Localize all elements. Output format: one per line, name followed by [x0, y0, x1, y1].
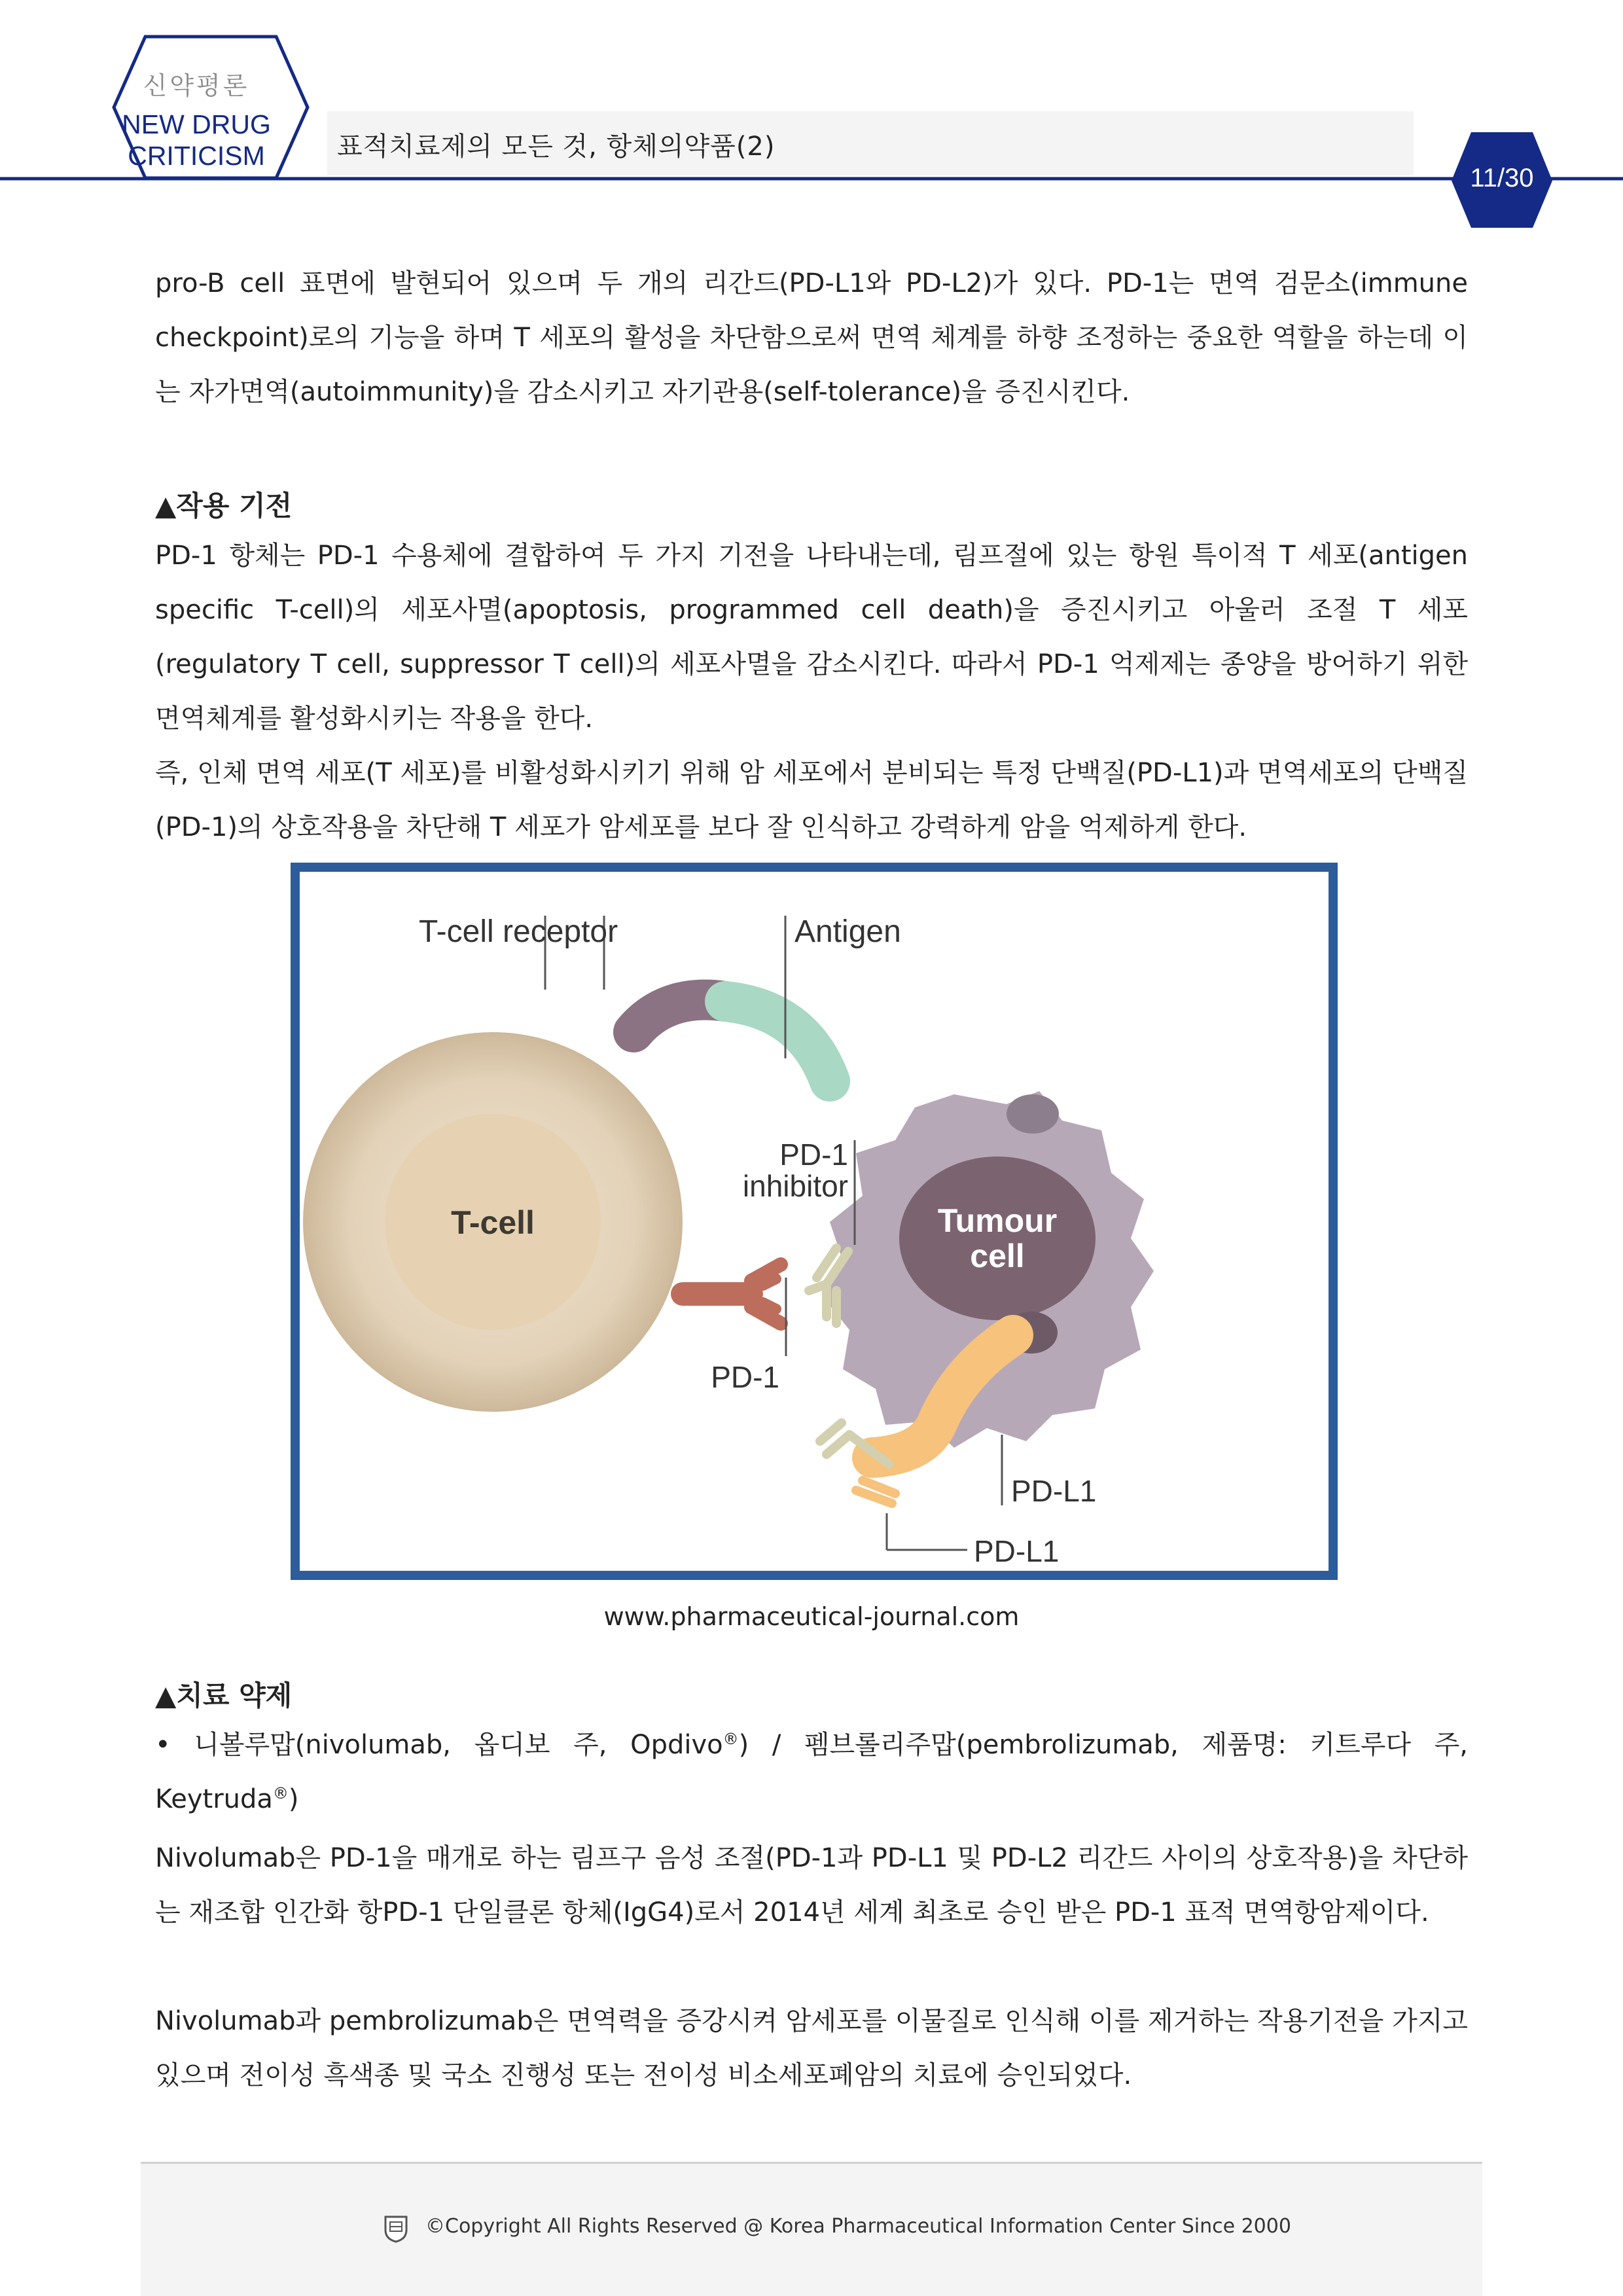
- drugs-paragraph-2: Nivolumab과 pembrolizumab은 면역력을 증강시켜 암세포를 이물질로 인식해 이를 제거하는 작용기전을 가지고 있으며 전이성 흑색종 및 국소 진행성 또는 전이성 비소세포폐암의 치료에 승인되었다.: [155, 2006, 1468, 2090]
- document-title: 표적치료제의 모든 것, 항체의약품(2): [337, 132, 776, 162]
- label-antigen: Antigen: [794, 914, 901, 949]
- label-t-cell: T-cell: [451, 1204, 535, 1241]
- drugs-heading: ▲치료 약제: [155, 1679, 293, 1712]
- drug-item-close: ): [288, 1784, 299, 1814]
- drug-item-text-b: ) / 펨브롤리주맙(pembrolizumab, 제품명: 키트루다 주, Keytruda: [155, 1730, 1468, 1814]
- label-tumour-cell-line2: cell: [970, 1238, 1025, 1274]
- intro-paragraph: pro-B cell 표면에 발현되어 있으며 두 개의 리간드(PD-L1와 PD-L2)가 있다. PD-1는 면역 검문소(immune checkpoint)로의 기능을 하며 T 세포의 활성을 차단함으로써 면역 체계를 하향 조정하는 중요한 역할을 하는데 이는 자가면역(autoimmunity)을 감소시키고 자기관용(self-tolerance)을 증진시킨다.: [155, 268, 1468, 407]
- copyright-text: ©Copyright All Rights Reserved @ Korea Pharmaceutical Information Center Since 2000: [425, 2215, 1291, 2238]
- label-pd1: PD-1: [711, 1360, 779, 1394]
- pd1-mechanism-figure: [291, 863, 1338, 1580]
- label-pdl1-antibody: PD-L1: [974, 1534, 1060, 1568]
- antigen-attachment: [1007, 1094, 1059, 1134]
- mechanism-paragraph-2: 즉, 인체 면역 세포(T 세포)를 비활성화시키기 위해 암 세포에서 분비되는 특정 단백질(PD-L1)과 면역세포의 단백질(PD-1)의 상호작용을 차단해 T 세포가 암세포를 보다 잘 인식하고 강력하게 암을 억제하게 한다.: [155, 758, 1468, 842]
- page-number: 11/30: [1470, 164, 1534, 192]
- logo-korean: 신약평론: [143, 71, 250, 100]
- label-pdl1-tumour: PD-L1: [1011, 1474, 1097, 1508]
- logo-english-line2: CRITICISM: [128, 141, 265, 171]
- footer-shield-icon: [384, 2214, 408, 2243]
- figure-source: www.pharmaceutical-journal.com: [603, 1602, 1020, 1631]
- mechanism-heading: ▲작용 기전: [155, 490, 293, 522]
- label-t-cell-receptor: T-cell receptor: [419, 914, 618, 949]
- label-pd1-inhibitor-line2: inhibitor: [742, 1169, 848, 1203]
- figure-illustration: [300, 872, 1329, 1571]
- antigen-shape: [725, 1001, 830, 1081]
- drug-list-item: [155, 1718, 1468, 1827]
- registered-mark: ®: [272, 1784, 289, 1803]
- mechanism-paragraph-1: PD-1 항체는 PD-1 수용체에 결합하여 두 가지 기전을 나타내는데, 림프절에 있는 항원 특이적 T 세포(antigen specific T-cell)의 세포사멸(apoptosis, programmed cell death)을 증진시키고 아울러 조절 T 세포(regulatory T cell, suppressor T cell)의 세포사멸을 감소시킨다. 따라서 PD-1 억제제는 종양을 방어하기 위한 면역체계를 활성화시키는 작용을 한다.: [155, 541, 1468, 734]
- drugs-paragraph-1: Nivolumab은 PD-1을 매개로 하는 림프구 음성 조절(PD-1과 PD-L1 및 PD-L2 리간드 사이의 상호작용)을 차단하는 재조합 인간화 항PD-1 단일클론 항체(IgG4)로서 2014년 세계 최초로 승인 받은 PD-1 표적 면역항암제이다.: [155, 1843, 1468, 1928]
- registered-mark: ®: [722, 1730, 739, 1748]
- label-tumour-cell-line1: Tumour: [937, 1202, 1058, 1239]
- logo-english-line1: NEW DRUG: [122, 109, 271, 139]
- drug-item-text-a: • 니볼루맙(nivolumab, 옵디보 주, Opdivo: [155, 1730, 723, 1760]
- pd1-receptor: [683, 1265, 781, 1323]
- label-pd1-inhibitor-line1: PD-1: [779, 1138, 848, 1172]
